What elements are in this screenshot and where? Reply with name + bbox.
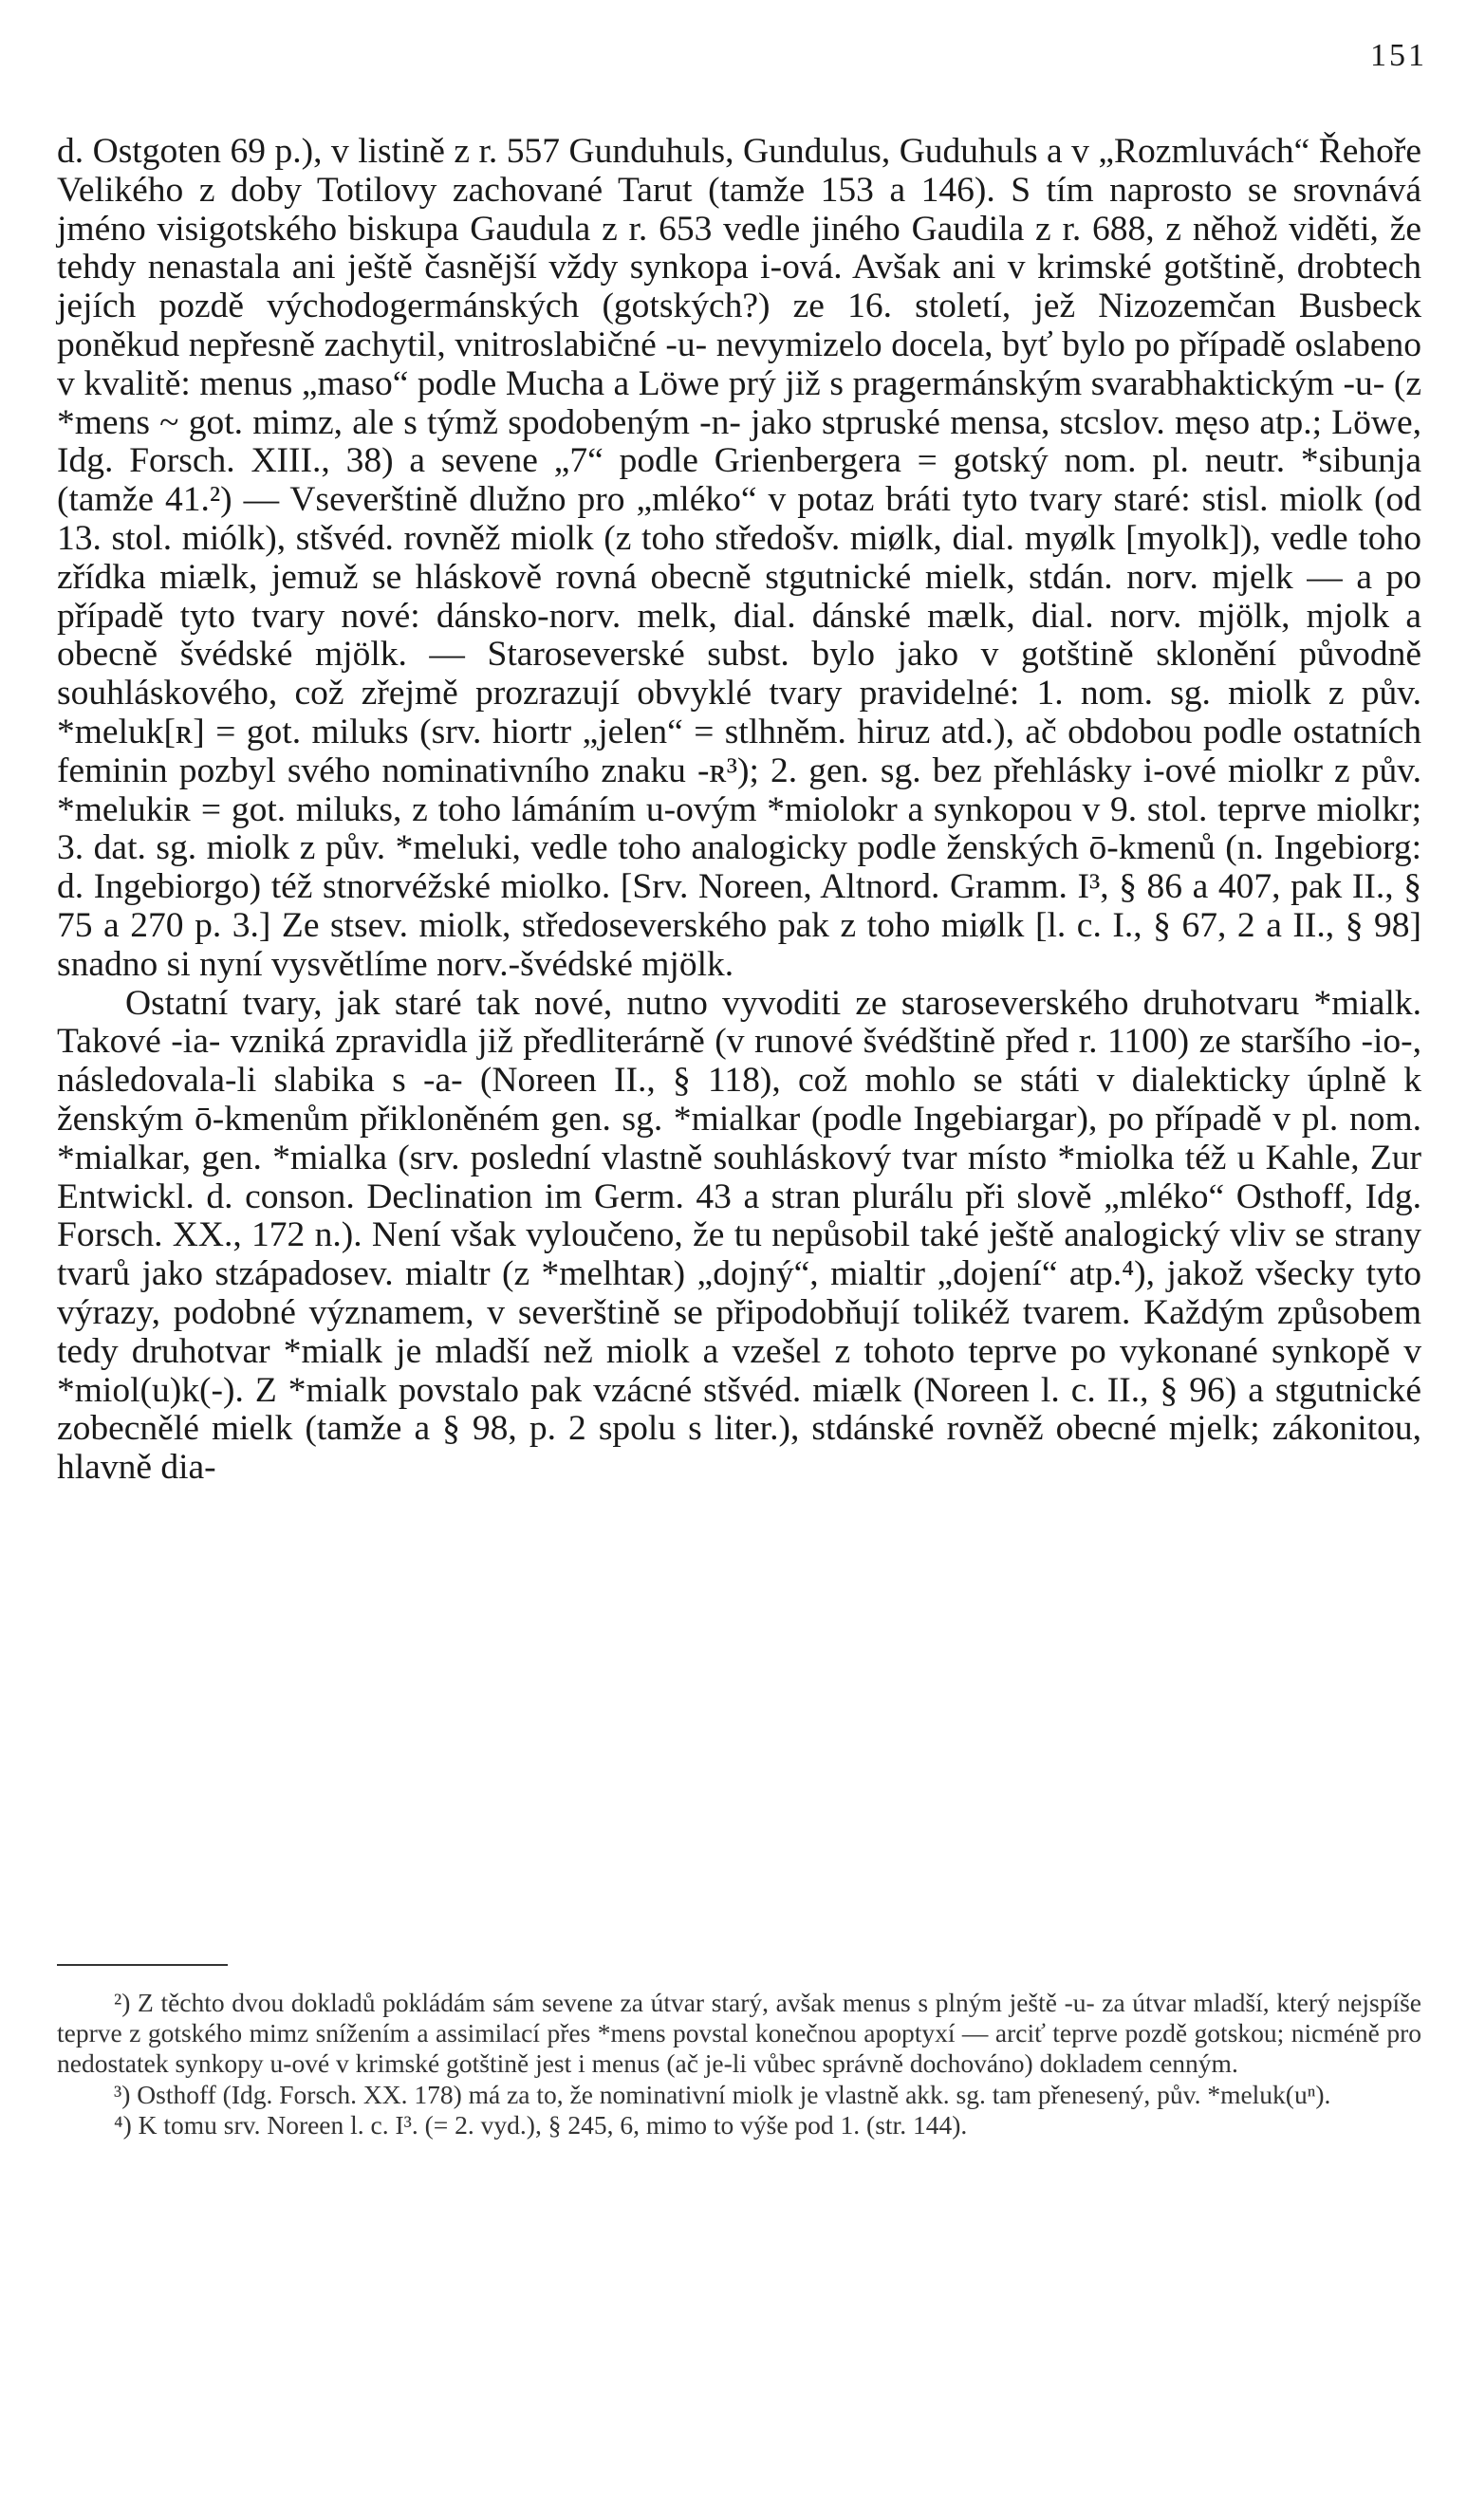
main-text xyxy=(57,133,1421,1488)
footnote-4: ⁴) K tomu srv. Noreen l. c. I³. (= 2. vyd.), § 245, 6, mimo to výše pod 1. (str. 144). xyxy=(114,2109,968,2140)
footnote-divider xyxy=(57,1964,228,1966)
footnote-2: ²) Z těchto dvou dokladů pokládám sám sevene za útvar starý, avšak menus s plným ještě -u- za útvar mladší, který nejspíše teprve z gotského mimz snížením a assimilací přes *mens povstal konečnou apoptyxí — arciť teprve pozdě gotskou; nicméně pro nedostatek synkopy u-ové v krimské gotštině jest i menus (ač je-li vůbec správně dochováno) dokladem cenným. xyxy=(57,1988,1421,2079)
page-number: 151 xyxy=(1370,38,1427,73)
footnotes xyxy=(57,1988,1421,2140)
body-paragraph-2: Ostatní tvary, jak staré tak nové, nutno vyvoditi ze staroseverského druhotvaru *mialk. Takové -ia- vzniká zpravidla již předliterárně (v runové švédštině před r. 1100) ze staršího -io-, následovala-li slabika s -a- (Noreen II., § 118), což mohlo se státi v dialekticky úplně k ženským ō-kmenům přikloněném gen. sg. *mialkar (podle Ingebiargar), po případě v pl. nom. *mialkar, gen. *mialka (srv. poslední vlastně souhláskový tvar místo *miolka též u Kahle, Zur Entwickl. d. conson. Declination im Germ. 43 a stran plurálu při slově „mléko“ Osthoff, Idg. Forsch. XX., 172 n.). Není však vyloučeno, že tu nepůsobil také ještě analogický vliv se strany tvarů jako stzápadosev. mialtr (z *melhtaʀ) „dojný“, mialtir „dojení“ atp.⁴), jakož všecky tyto výrazy, podobné významem, v severštině se připodobňují tolikéž tvarem. Každým způsobem tedy druhotvar *mialk je mladší než miolk a vzešel z tohoto teprve po vykonané synkopě v *miol(u)k(-). Z *mialk povstalo pak vzácné stšvéd. miælk (Noreen l. c. II., § 96) a stgutnické zobecnělé mielk (tamže a § 98, p. 2 spolu s liter.), stdánské rovněž obecné mjelk; zákonitou, hlavně dia- xyxy=(57,983,1421,1488)
footnote-3: ³) Osthoff (Idg. Forsch. XX. 178) má za to, že nominativní miolk je vlastně akk. sg. tam přenesený, pův. *meluk(uⁿ). xyxy=(114,2079,1331,2109)
body-paragraph-1: d. Ostgoten 69 p.), v listině z r. 557 Gunduhuls, Gundulus, Guduhuls a v „Rozmluvách“ Řehoře Velikého z doby Totilovy zachované Tarut (tamže 153 a 146). S tím naprosto se srovnává jméno visigotského biskupa Gaudula z r. 653 vedle jiného Gaudila z r. 688, z něhož viděti, že tehdy nenastala ani ještě časnější vždy synkopa i-ová. Avšak ani v krimské gotštině, drobtech jejích pozdě východogermánských (gotských?) ze 16. století, jež Nizozemčan Busbeck poněkud nepřesně zachytil, vnitroslabičné -u- nevymizelo docela, byť bylo po případě oslabeno v kvalitě: menus „maso“ podle Mucha a Löwe prý již s pragermánským svarabhaktickým -u- (z *mens ~ got. mimz, ale s týmž spodobeným -n- jako stpruské mensa, stcslov. męso atp.; Löwe, Idg. Forsch. XIII., 38) a sevene „7“ podle Grienbergera = gotský nom. pl. neutr. *sibunja (tamže 41.²) — Vseverštině dlužno pro „mléko“ v potaz bráti tyto tvary staré: stisl. miolk (od 13. stol. miólk), stšvéd. rovněž miolk (z toho středošv. miølk, dial. myølk [myolk]), vedle toho zřídka miælk, jemuž se hláskově rovná obecně stgutnické mielk, stdán. norv. mjelk — a po případě tyto tvary nové: dánsko-norv. melk, dial. dánské mælk, dial. norv. mjölk, mjolk a obecně švédské mjölk. — Staroseverské subst. bylo jako v gotštině sklonění původně souhláskového, což zřejmě prozrazují obvyklé tvary pravidelné: 1. nom. sg. miolk z pův. *meluk[ʀ] = got. miluks (srv. hiortr „jelen“ = stlhněm. hiruz atd.), ač obdobou podle ostatních feminin pozbyl svého nominativního znaku -ʀ³); 2. gen. sg. bez přehlásky i-ové miolkr z pův. *melukiʀ = got. miluks, z toho lámáním u-ovým *miolokr a synkopou v 9. stol. teprve miolkr; 3. dat. sg. miolk z pův. *meluki, vedle toho analogicky podle ženských ō-kmenů (n. Ingebiorg: d. Ingebiorgo) též stnorvéžské miolko. [Srv. Noreen, Altnord. Gramm. I³, § 86 a 407, pak II., § 75 a 270 p. 3.] Ze stsev. miolk, středoseverského pak z toho miølk [l. c. I., § 67, 2 a II., § 98] snadno si nyní vysvětlíme norv.-švédské mjölk. xyxy=(57,132,1421,984)
